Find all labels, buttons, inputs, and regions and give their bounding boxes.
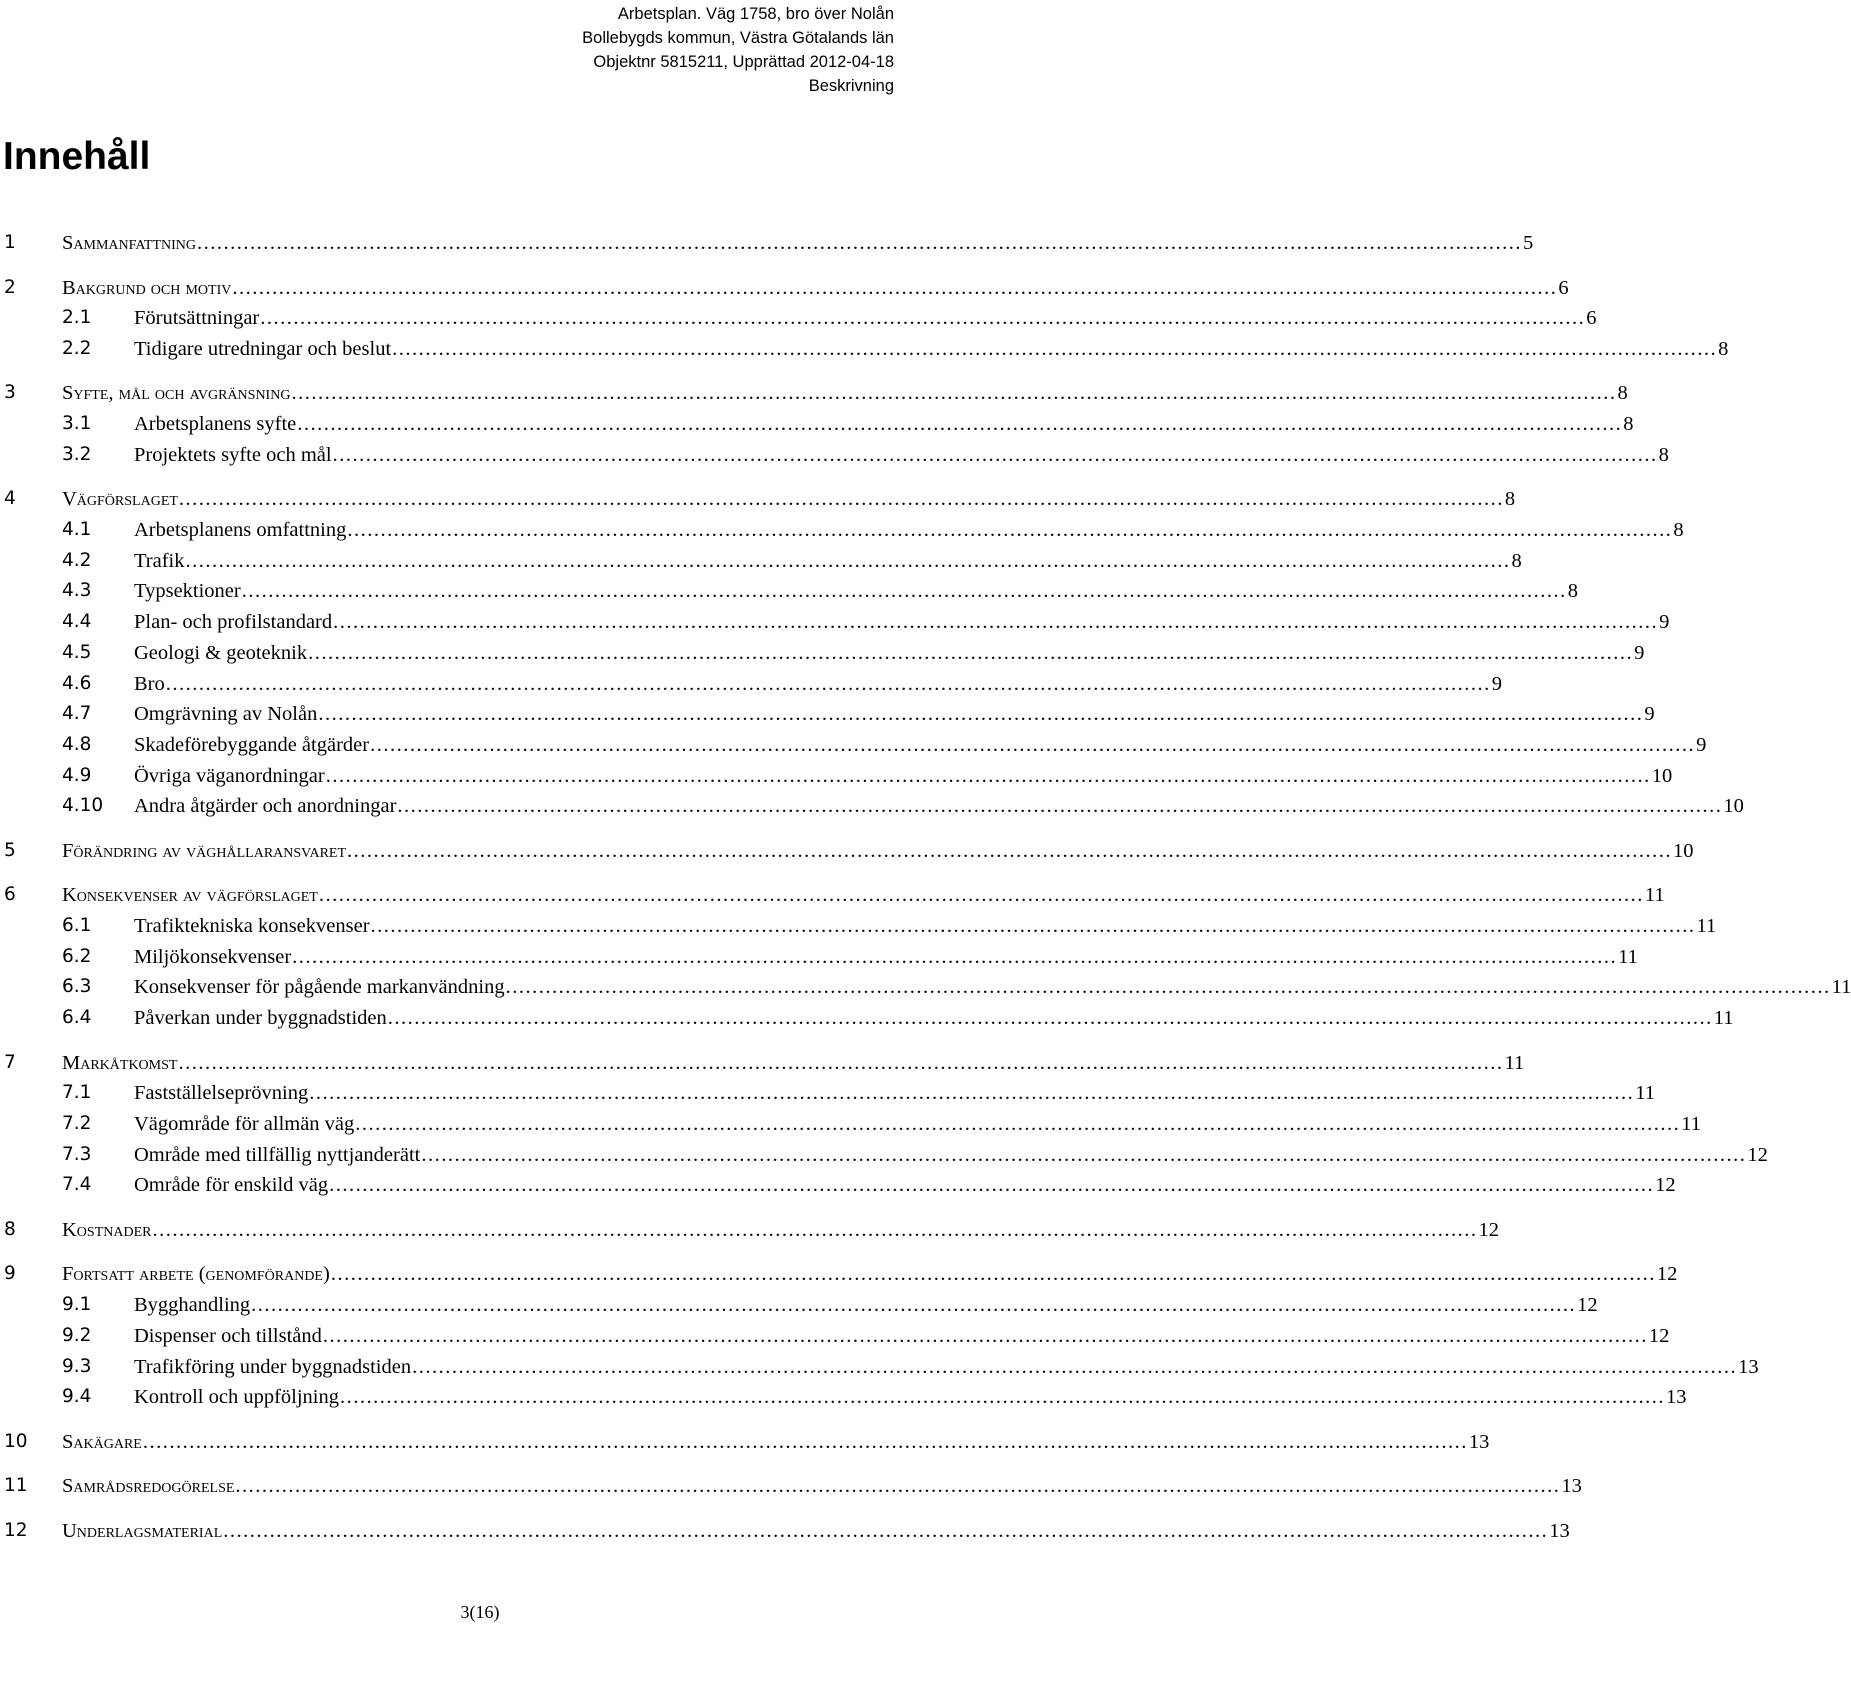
toc-entry-page: 6	[1586, 307, 1597, 329]
toc-entry[interactable]	[0, 1427, 1490, 1457]
toc-entry-number: 6.2	[62, 946, 92, 967]
toc-entry-body	[62, 378, 1628, 408]
toc-entry-body	[134, 1290, 1598, 1320]
toc-entry-body	[134, 1382, 1687, 1412]
toc-entry-body	[134, 942, 1638, 972]
toc-entry-page: 8	[1658, 444, 1669, 466]
toc-entry-body	[134, 699, 1655, 729]
toc-entry-number: 9.3	[62, 1356, 92, 1377]
toc-entry[interactable]	[0, 1290, 1598, 1320]
toc-entry-page: 12	[1478, 1219, 1499, 1241]
toc-entry-page: 8	[1673, 519, 1684, 541]
toc-entry-page: 9	[1491, 673, 1502, 695]
toc-entry-page: 12	[1648, 1325, 1670, 1347]
toc-entry-page: 11	[1504, 1052, 1525, 1074]
toc-entry[interactable]	[0, 515, 1684, 545]
toc-entry-title: Fastställelseprövning	[134, 1082, 309, 1104]
toc-entry[interactable]	[0, 1516, 1570, 1546]
toc-entry-number: 12	[4, 1520, 28, 1541]
toc-leader-dots: ........................................................................................................................................................................................................	[332, 444, 1658, 466]
toc-entry-page: 11	[1831, 976, 1851, 998]
toc-entry-body	[134, 409, 1634, 439]
toc-entry-title: Område med tillfällig nyttjanderätt	[134, 1144, 421, 1166]
toc-entry-number: 8	[4, 1219, 16, 1240]
toc-entry-body	[62, 228, 1534, 258]
toc-entry-number: 6.3	[62, 976, 92, 997]
toc-entry-number: 4.4	[62, 611, 92, 632]
toc-entry-body	[62, 273, 1569, 303]
toc-entry-page: 13	[1738, 1356, 1759, 1378]
toc-entry-number: 7.2	[62, 1113, 92, 1134]
toc-leader-dots: ........................................................................................................................................................................................................	[387, 1007, 1713, 1029]
toc-entry-page: 12	[1747, 1144, 1768, 1166]
toc-entry[interactable]	[0, 836, 1694, 866]
toc-leader-dots: ........................................................................................................................................................................................................	[223, 1520, 1549, 1542]
toc-leader-dots: ........................................................................................................................................................................................................	[330, 1263, 1656, 1285]
toc-entry-body	[134, 1003, 1734, 1033]
toc-leader-dots: ........................................................................................................................................................................................................	[291, 382, 1617, 404]
toc-entry[interactable]	[0, 1352, 1759, 1382]
toc-entry[interactable]	[0, 791, 1744, 821]
toc-entry-body	[134, 669, 1502, 699]
toc-leader-dots: ........................................................................................................................................................................................................	[421, 1144, 1747, 1166]
toc-entry[interactable]	[0, 378, 1628, 408]
toc-entry-page: 9	[1634, 642, 1645, 664]
toc-leader-dots: ........................................................................................................................................................................................................	[397, 795, 1723, 817]
toc-entry[interactable]	[0, 273, 1569, 303]
toc-entry-page: 8	[1567, 580, 1578, 602]
toc-entry-title: Vägområde för allmän väg	[134, 1113, 355, 1135]
toc-leader-dots: ........................................................................................................................................................................................................	[308, 642, 1634, 664]
toc-entry-title: Dispenser och tillstånd	[134, 1325, 322, 1347]
toc-entry-number: 10	[4, 1431, 28, 1452]
toc-entry-number: 3.1	[62, 413, 92, 434]
toc-entry-number: 7.3	[62, 1144, 92, 1165]
toc-entry-title: Underlagsmaterial	[62, 1520, 223, 1542]
toc-entry-page: 10	[1723, 795, 1744, 817]
toc-entry-body	[134, 303, 1597, 333]
toc-entry-page: 8	[1623, 413, 1634, 435]
toc-entry-title: Projektets syfte och mål	[134, 444, 332, 466]
toc-entry[interactable]	[0, 699, 1655, 729]
toc-entry-title: Kontroll och uppföljning	[134, 1386, 339, 1408]
toc-leader-dots: ........................................................................................................................................................................................................	[505, 976, 1831, 998]
toc-entry-title: Andra åtgärder och anordningar	[134, 795, 397, 817]
toc-entry-title: Markåtkomst	[62, 1052, 178, 1074]
toc-leader-dots: ........................................................................................................................................................................................................	[152, 1219, 1478, 1241]
toc-entry-number: 6	[4, 884, 16, 905]
toc-entry-page: 11	[1635, 1082, 1655, 1104]
toc-leader-dots: ........................................................................................................................................................................................................	[165, 673, 1491, 695]
toc-entry-title: Tidigare utredningar och beslut	[134, 338, 392, 360]
toc-entry-body	[134, 1170, 1676, 1200]
toc-entry-number: 4.6	[62, 673, 92, 694]
toc-entry[interactable]	[0, 942, 1638, 972]
toc-entry-body	[62, 1259, 1678, 1289]
toc-entry-body	[134, 576, 1578, 606]
toc-entry[interactable]	[0, 334, 1729, 364]
toc-entry[interactable]	[0, 1003, 1734, 1033]
toc-entry-page: 10	[1651, 765, 1673, 787]
toc-leader-dots: ........................................................................................................................................................................................................	[251, 1294, 1577, 1316]
toc-entry-number: 6.1	[62, 915, 92, 936]
toc-entry-number: 4.7	[62, 703, 92, 724]
toc-leader-dots: ........................................................................................................................................................................................................	[232, 277, 1558, 299]
toc-entry[interactable]	[0, 1471, 1582, 1501]
toc-entry-number: 4.5	[62, 642, 92, 663]
toc-leader-dots: ........................................................................................................................................................................................................	[412, 1356, 1738, 1378]
header-line-title: Arbetsplan. Väg 1758, bro över Nolån	[617, 5, 894, 23]
toc-entry-title: Syfte, mål och avgränsning	[62, 382, 291, 404]
toc-entry-title: Samrådsredogörelse	[62, 1475, 235, 1497]
toc-entry-body	[62, 484, 1516, 514]
toc-entry-page: 9	[1696, 734, 1707, 756]
toc-entry-body	[134, 1321, 1670, 1351]
toc-entry-number: 2.1	[62, 307, 92, 328]
toc-entry-body	[134, 1109, 1702, 1139]
toc-entry-title: Konsekvenser av vägförslaget	[62, 884, 318, 906]
toc-leader-dots: ........................................................................................................................................................................................................	[370, 915, 1696, 937]
toc-entry-title: Trafik	[134, 550, 185, 572]
toc-leader-dots: ........................................................................................................................................................................................................	[197, 232, 1523, 254]
toc-entry-number: 4.1	[62, 519, 92, 540]
toc-entry[interactable]	[0, 1109, 1702, 1139]
toc-entry-page: 9	[1644, 703, 1655, 725]
toc-entry-title: Bygghandling	[134, 1294, 251, 1316]
toc-entry-number: 9	[4, 1263, 16, 1284]
toc-entry-title: Plan- och profilstandard	[134, 611, 333, 633]
toc-leader-dots: ........................................................................................................................................................................................................	[260, 307, 1586, 329]
toc-entry-body	[62, 1427, 1490, 1457]
toc-entry[interactable]	[0, 607, 1670, 637]
toc-leader-dots: ........................................................................................................................................................................................................	[325, 765, 1651, 787]
toc-entry[interactable]	[0, 1215, 1499, 1245]
toc-entry[interactable]	[0, 576, 1578, 606]
toc-entry[interactable]	[0, 303, 1597, 333]
toc-leader-dots: ........................................................................................................................................................................................................	[333, 611, 1659, 633]
toc-leader-dots: ........................................................................................................................................................................................................	[185, 550, 1511, 572]
toc-entry-page: 8	[1511, 550, 1522, 572]
toc-leader-dots: ........................................................................................................................................................................................................	[178, 1052, 1504, 1074]
toc-entry-number: 1	[4, 232, 16, 253]
toc-entry-title: Område för enskild väg	[134, 1174, 329, 1196]
toc-entry-body	[134, 1078, 1655, 1108]
toc-entry-title: Geologi & geoteknik	[134, 642, 308, 664]
toc-entry-title: Förändring av väghållaransvaret	[62, 840, 347, 862]
toc-leader-dots: ........................................................................................................................................................................................................	[235, 1475, 1561, 1497]
toc-entry-page: 11	[1681, 1113, 1702, 1135]
toc-entry-body	[134, 911, 1717, 941]
header-line-doctype: Beskrivning	[808, 77, 894, 95]
toc-entry-title: Bro	[134, 673, 165, 695]
toc-entry-number: 4	[4, 488, 16, 509]
toc-leader-dots: ........................................................................................................................................................................................................	[309, 1082, 1635, 1104]
toc-entry-number: 7.1	[62, 1082, 92, 1103]
toc-leader-dots: ........................................................................................................................................................................................................	[241, 580, 1567, 602]
toc-entry[interactable]	[0, 546, 1522, 576]
toc-leader-dots: ........................................................................................................................................................................................................	[318, 884, 1644, 906]
toc-leader-dots: ........................................................................................................................................................................................................	[329, 1174, 1655, 1196]
toc-entry-title: Trafikföring under byggnadstiden	[134, 1356, 412, 1378]
toc-entry-page: 12	[1655, 1174, 1676, 1196]
toc-leader-dots: ........................................................................................................................................................................................................	[339, 1386, 1665, 1408]
toc-entry-page: 6	[1558, 277, 1569, 299]
toc-leader-dots: ........................................................................................................................................................................................................	[392, 338, 1718, 360]
toc-entry-page: 8	[1504, 488, 1516, 510]
toc-entry-body	[134, 1140, 1768, 1170]
toc-entry-body	[62, 880, 1665, 910]
toc-entry-number: 9.4	[62, 1386, 92, 1407]
toc-entry-body	[62, 1048, 1525, 1078]
toc-entry-number: 6.4	[62, 1007, 92, 1028]
toc-entry-number: 3	[4, 382, 16, 403]
toc-entry[interactable]	[0, 972, 1851, 1002]
toc-entry-body	[134, 791, 1744, 821]
toc-entry-page: 9	[1659, 611, 1670, 633]
toc-entry-page: 12	[1656, 1263, 1678, 1285]
toc-entry-title: Sakägare	[62, 1431, 142, 1453]
toc-heading: Innehåll	[3, 135, 151, 178]
toc-leader-dots: ........................................................................................................................................................................................................	[142, 1431, 1468, 1453]
toc-entry-number: 9.2	[62, 1325, 92, 1346]
toc-entry-title: Konsekvenser för pågående markanvändning	[134, 976, 505, 998]
toc-entry-body	[62, 1516, 1570, 1546]
toc-entry-body	[62, 1215, 1499, 1245]
toc-entry-number: 4.3	[62, 580, 92, 601]
toc-leader-dots: ........................................................................................................................................................................................................	[322, 1325, 1648, 1347]
toc-entry-page: 13	[1468, 1431, 1490, 1453]
toc-entry-title: Omgrävning av Nolån	[134, 703, 318, 725]
header-line-municipality: Bollebygds kommun, Västra Götalands län	[582, 29, 894, 47]
toc-entry-title: Övriga väganordningar	[134, 765, 325, 787]
toc-entry-page: 8	[1718, 338, 1729, 360]
toc-entry[interactable]	[0, 409, 1634, 439]
toc-entry-title: Miljökonsekvenser	[134, 946, 292, 968]
toc-entry-title: Typsektioner	[134, 580, 241, 602]
toc-entry-page: 11	[1696, 915, 1717, 937]
toc-entry[interactable]	[0, 1078, 1655, 1108]
toc-entry-title: Kostnader	[62, 1219, 152, 1241]
toc-entry-number: 7.4	[62, 1174, 92, 1195]
toc-entry[interactable]	[0, 1170, 1676, 1200]
toc-entry-body	[134, 515, 1684, 545]
toc-entry[interactable]	[0, 1382, 1687, 1412]
toc-entry-body	[134, 546, 1522, 576]
toc-leader-dots: ........................................................................................................................................................................................................	[292, 946, 1618, 968]
toc-entry-title: Trafiktekniska konsekvenser	[134, 915, 370, 937]
toc-entry-title: Arbetsplanens omfattning	[134, 519, 347, 541]
toc-entry[interactable]	[0, 638, 1645, 668]
toc-entry-title: Skadeförebyggande åtgärder	[134, 734, 370, 756]
toc-entry-page: 11	[1713, 1007, 1734, 1029]
page-number: 3(16)	[460, 1602, 500, 1622]
toc-entry-number: 11	[4, 1475, 28, 1496]
toc-entry-page: 11	[1644, 884, 1665, 906]
toc-entry-number: 3.2	[62, 444, 92, 465]
toc-entry[interactable]	[0, 484, 1516, 514]
toc-entry[interactable]	[0, 669, 1502, 699]
toc-entry-body	[134, 761, 1673, 791]
toc-entry-number: 2	[4, 277, 16, 298]
toc-entry-page: 13	[1665, 1386, 1687, 1408]
toc-entry-number: 4.8	[62, 734, 92, 755]
toc-entry-body	[134, 440, 1669, 470]
toc-entry[interactable]	[0, 1140, 1768, 1170]
toc-entry-title: Arbetsplanens syfte	[134, 413, 297, 435]
toc-entry-page: 10	[1673, 840, 1694, 862]
toc-entry-title: Sammanfattning	[62, 232, 197, 254]
toc-entry[interactable]	[0, 1321, 1670, 1351]
toc-entry-body	[134, 972, 1851, 1002]
toc-entry-number: 2.2	[62, 338, 92, 359]
toc-entry-body	[134, 334, 1729, 364]
toc-entry[interactable]	[0, 911, 1717, 941]
toc-entry-page: 13	[1561, 1475, 1582, 1497]
toc-entry-number: 7	[4, 1052, 16, 1073]
toc-leader-dots: ........................................................................................................................................................................................................	[370, 734, 1696, 756]
toc-entry-page: 5	[1523, 232, 1534, 254]
header-line-object: Objektnr 5815211, Upprättad 2012-04-18	[593, 53, 894, 71]
toc-entry-body	[134, 638, 1645, 668]
toc-entry-page: 13	[1549, 1520, 1570, 1542]
toc-entry-title: Fortsatt arbete (genomförande)	[62, 1263, 330, 1285]
toc-entry-number: 4.10	[62, 795, 104, 816]
toc-entry[interactable]	[0, 761, 1673, 791]
toc-leader-dots: ........................................................................................................................................................................................................	[178, 488, 1504, 510]
toc-leader-dots: ........................................................................................................................................................................................................	[347, 519, 1673, 541]
toc-entry-body	[134, 730, 1707, 760]
toc-leader-dots: ........................................................................................................................................................................................................	[297, 413, 1623, 435]
toc-entry[interactable]	[0, 730, 1707, 760]
toc-entry-body	[134, 1352, 1759, 1382]
toc-entry-title: Förutsättningar	[134, 307, 260, 329]
toc-entry-title: Påverkan under byggnadstiden	[134, 1007, 387, 1029]
toc-entry-body	[62, 836, 1694, 866]
toc-entry[interactable]	[0, 1048, 1525, 1078]
toc-entry-page: 12	[1577, 1294, 1598, 1316]
toc-entry[interactable]	[0, 440, 1669, 470]
page-header	[582, 2, 894, 98]
toc-entry[interactable]	[0, 228, 1534, 258]
toc-entry-title: Vägförslaget	[62, 488, 178, 510]
toc-entry-title: Bakgrund och motiv	[62, 277, 232, 299]
toc-entry-number: 4.2	[62, 550, 92, 571]
toc-entry-body	[62, 1471, 1582, 1501]
toc-entry-number: 9.1	[62, 1294, 92, 1315]
toc-entry-body	[134, 607, 1670, 637]
toc-entry[interactable]	[0, 880, 1665, 910]
toc-entry-page: 11	[1618, 946, 1638, 968]
toc-entry-page: 8	[1617, 382, 1628, 404]
toc-entry-number: 5	[4, 840, 16, 861]
toc-entry-number: 4.9	[62, 765, 92, 786]
toc-leader-dots: ........................................................................................................................................................................................................	[347, 840, 1673, 862]
toc-entry[interactable]	[0, 1259, 1678, 1289]
toc-leader-dots: ........................................................................................................................................................................................................	[318, 703, 1644, 725]
toc-leader-dots: ........................................................................................................................................................................................................	[355, 1113, 1681, 1135]
